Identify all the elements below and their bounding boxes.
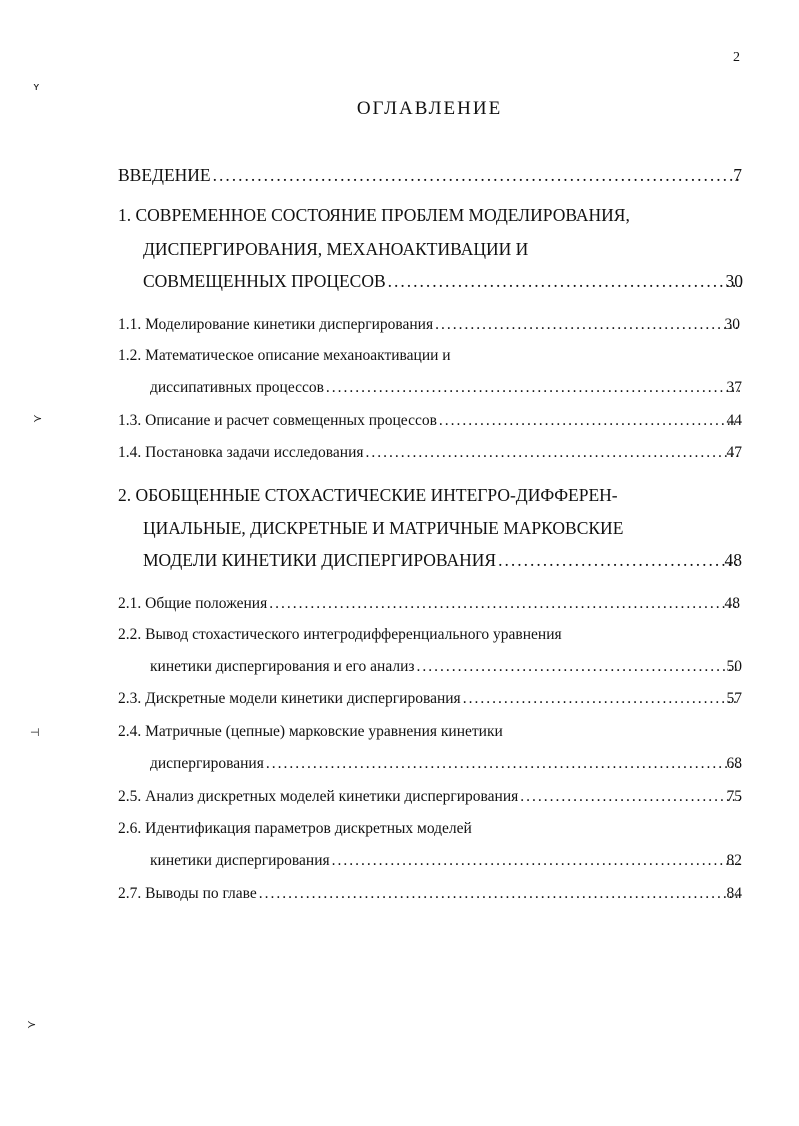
toc-entry-text: 2.5. Анализ дискретных моделей кинетики диспергирования xyxy=(118,788,519,805)
toc-entry-text: 1.4. Постановка задачи исследования xyxy=(118,444,364,461)
leader-dots xyxy=(269,595,738,613)
toc-entry-page: 30 xyxy=(725,271,743,291)
toc-entry-text: кинетики диспергирования xyxy=(150,852,330,869)
toc-section-2-4-line-1[interactable]: 2.4. Матричные (цепные) марковские уравнения кинетики xyxy=(118,723,503,740)
toc-chapter-1[interactable] xyxy=(143,271,743,292)
toc-chapter-2-line-2[interactable]: ЦИАЛЬНЫЕ, ДИСКРЕТНЫЕ И МАТРИЧНЫЕ МАРКОВСКИЕ xyxy=(143,518,624,538)
toc-entry-text: 2.1. Общие положения xyxy=(118,595,268,612)
toc-entry-page: 84 xyxy=(726,885,742,902)
toc-section-2-1[interactable] xyxy=(118,595,740,613)
toc-chapter-1-line-2[interactable]: ДИСПЕРГИРОВАНИЯ, МЕХАНОАКТИВАЦИИ И xyxy=(143,239,529,259)
toc-title: ОГЛАВЛЕНИЕ xyxy=(356,98,503,119)
toc-entry-text: ВВЕДЕНИЕ xyxy=(118,165,211,185)
toc-entry-page: 30 xyxy=(724,316,740,333)
toc-section-1-1[interactable] xyxy=(118,316,740,334)
toc-entry-text: МОДЕЛИ КИНЕТИКИ ДИСПЕРГИРОВАНИЯ xyxy=(143,550,497,570)
toc-section-1-3[interactable] xyxy=(118,412,742,430)
toc-entry-text: СОВМЕЩЕННЫХ ПРОЦЕСОВ xyxy=(143,271,386,291)
margin-mark: ʏ xyxy=(33,80,40,93)
leader-dots xyxy=(498,550,740,571)
toc-entry-text: диссипативных процессов xyxy=(150,379,324,396)
toc-entry-page: 47 xyxy=(726,444,742,461)
toc-section-2-5[interactable] xyxy=(118,788,742,806)
toc-entry-intro[interactable] xyxy=(118,165,742,186)
leader-dots xyxy=(332,852,740,870)
page-number: 2 xyxy=(733,50,740,65)
toc-section-2-6-line-1[interactable]: 2.6. Идентификация параметров дискретных моделей xyxy=(118,820,472,837)
toc-entry-page: 82 xyxy=(726,852,742,869)
leader-dots xyxy=(439,412,740,430)
toc-entry-text: диспергирования xyxy=(150,755,264,772)
margin-mark: ≻ xyxy=(27,1018,37,1031)
toc-entry-page: 44 xyxy=(726,412,742,429)
leader-dots xyxy=(520,788,740,806)
toc-entry-text: 2.7. Выводы по главе xyxy=(118,885,257,902)
toc-entry-page: 68 xyxy=(726,755,742,772)
toc-entry-text: 1.1. Моделирование кинетики диспергирования xyxy=(118,316,434,333)
toc-section-2-7[interactable] xyxy=(118,885,742,903)
toc-chapter-2-line-1[interactable]: 2. ОБОБЩЕННЫЕ СТОХАСТИЧЕСКИЕ ИНТЕГРО-ДИФФЕРЕН- xyxy=(118,485,618,505)
toc-entry-page: 48 xyxy=(724,595,740,612)
toc-section-2-2[interactable] xyxy=(150,658,742,676)
toc-entry-page: 37 xyxy=(726,379,742,396)
toc-section-1-2[interactable] xyxy=(150,379,742,397)
leader-dots xyxy=(259,885,740,903)
toc-section-2-3[interactable] xyxy=(118,690,742,708)
leader-dots xyxy=(266,755,740,773)
toc-entry-page: 57 xyxy=(726,690,742,707)
toc-section-2-6[interactable] xyxy=(150,852,742,870)
leader-dots xyxy=(366,444,740,462)
leader-dots xyxy=(213,165,740,186)
toc-section-1-4[interactable] xyxy=(118,444,742,462)
toc-chapter-2[interactable] xyxy=(143,550,742,571)
toc-entry-page: 48 xyxy=(724,550,742,570)
leader-dots xyxy=(416,658,740,676)
leader-dots xyxy=(388,271,741,292)
toc-entry-page: 75 xyxy=(726,788,742,805)
toc-entry-page: 50 xyxy=(726,658,742,675)
toc-entry-text: 1.3. Описание и расчет совмещенных процессов xyxy=(118,412,437,429)
leader-dots xyxy=(463,690,740,708)
toc-chapter-1-line-1[interactable]: 1. СОВРЕМЕННОЕ СОСТОЯНИЕ ПРОБЛЕМ МОДЕЛИРОВАНИЯ, xyxy=(118,205,630,225)
margin-mark: ≻ xyxy=(33,412,43,425)
toc-entry-text: кинетики диспергирования и его анализ xyxy=(150,658,415,675)
toc-entry-page: 7 xyxy=(733,165,742,185)
leader-dots xyxy=(435,316,738,334)
toc-entry-text: 2.3. Дискретные модели кинетики диспергирования xyxy=(118,690,461,707)
margin-mark: ⊣ xyxy=(30,726,40,739)
toc-section-2-4[interactable] xyxy=(150,755,742,773)
leader-dots xyxy=(326,379,740,397)
toc-section-2-2-line-1[interactable]: 2.2. Вывод стохастического интегродифференциального уравнения xyxy=(118,626,562,643)
toc-section-1-2-line-1[interactable]: 1.2. Математическое описание механоактивации и xyxy=(118,347,451,364)
